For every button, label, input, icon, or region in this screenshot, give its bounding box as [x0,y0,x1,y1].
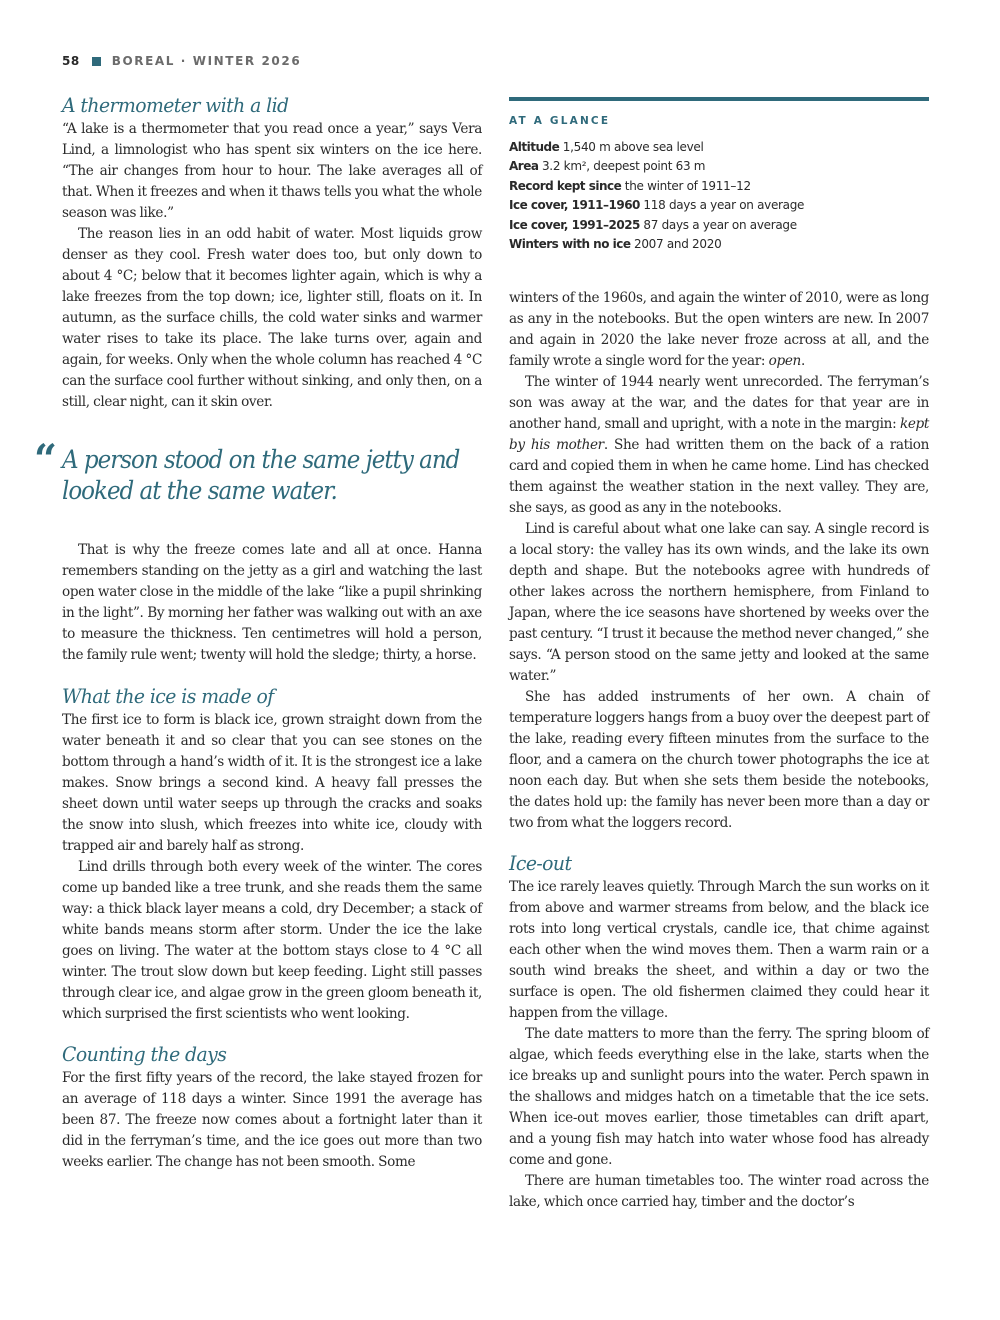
quote-mark-icon: “ [34,436,58,483]
glance-value: 1,540 m above sea level [562,140,704,154]
glance-label: Ice cover, 1911–1960 [509,198,640,213]
glance-label: Altitude [509,140,560,154]
at-a-glance-title: AT A GLANCE [509,115,611,127]
glance-value: 87 days a year on average [643,217,797,232]
body-paragraph: The first ice to form is black ice, grown straight down from the water beneath it and so clear that you can see stones on the bottom through a hand’s width of it. It is the strongest ice a lake makes. Snow brings a second kind. A heavy fall presses the sheet down until water seeps up through the cracks and soaks the snow into slush, which freezes into white ice, cloudy with trapped air and barely half as strong. [62,712,482,854]
glance-label: Area [509,159,539,174]
section-heading-thermometer: A thermometer with a lid [62,93,289,117]
page-number: 58 [62,54,80,68]
glance-label: Ice cover, 1991–2025 [509,217,640,232]
glance-value: 2007 and 2020 [634,237,722,252]
section-heading-ice-out: Ice-out [509,851,572,875]
left-column-bottom [62,540,482,1173]
body-paragraph: The ice rarely leaves quietly. Through March the sun works on it from above and warmer streams from below, and the black ice rots into long vertical crystals, candle ice, that chime against each other when the wind moves them. Then a warm rain or a south wind breaks the sheet, and within a day or two the surface is open. The old fishermen claimed they could hear it happen from the village. [509,879,929,1021]
body-paragraph: That is why the freeze comes late and all at once. Hanna remembers standing on the jetty as a girl and watching the last open water close in the middle of the lake “like a pupil shrinking in the light”. By morning her father was walking out with an axe to measure the thickness. Ten centimetres will hold a person, the family rule went; twenty will hold the sledge; thirty, a horse. [62,542,482,663]
text-run: . [800,353,805,369]
right-column [509,288,929,1213]
glance-value: the winter of 1911–12 [624,178,751,193]
glance-label: Record kept since [509,178,622,193]
section-heading-ice-made-of: What the ice is made of [62,684,274,708]
glance-row [509,177,929,196]
text-run: The winter of 1944 nearly went unrecorded. The ferryman’s son was away at the war, and the dates for that year are in another hand, small and upright, with a note in the margin: [509,374,929,432]
text-run: winters of the 1960s, and again the winter of 2010, were as long as any in the notebooks. But the open winters are new. In 2007 and again in 2020 the lake never froze across at all, and the family wrote a single word for the year: [509,290,929,369]
left-column-top [62,93,482,413]
body-paragraph: The date matters to more than the ferry. The spring bloom of algae, which feeds everything else in the lake, starts when the ice breaks up and sunlight pours into the water. Perch spawn in the shallows and midges hatch on a timetable that the ice sets. When ice-out moves earlier, those timetables can drift apart, and a young fish may hatch into water whose food has already come and gone. [509,1026,929,1168]
emphasis-kept-by: kept by his mother [509,416,929,453]
glance-value: 3.2 km², deepest point 63 m [541,159,706,174]
body-paragraph: The reason lies in an odd habit of water. Most liquids grow denser as they cool. Fresh water does too, but only down to about 4 °C; below that it becomes lighter again, which is why a lake freezes from the top down; ice, lighter still, floats on it. In autumn, as the surface chills, the cold water sinks and warmer water rises to take its place. The lake turns over, again and again, for weeks. Only when the whole column has reached 4 °C can the surface cool further without sinking, and only then, on a still, clear night, can it skin over. [62,226,482,410]
body-paragraph: Lind is careful about what one lake can say. A single record is a local story: the valley has its own winds, and the lake its own depth and shape. But the notebooks agree with hundreds of other lakes across the northern hemisphere, from Finland to Japan, where the ice seasons have shortened by weeks over the past century. “I trust it because the method never changed,” she says. “A person stood on the same jetty and looked at the same water.” [509,521,929,684]
glance-row [509,196,929,215]
glance-row [509,138,929,157]
glance-row [509,157,929,176]
body-paragraph: There are human timetables too. The winter road across the lake, which once carried hay, timber and the doctor’s [509,1173,929,1210]
header-square-icon [92,57,101,66]
body-paragraph: “A lake is a thermometer that you read once a year,” says Vera Lind, a limnologist who has spent six winters on the ice here. “The air changes from hour to hour. The lake averages all of that. When it freezes and when it thaws tells you what the whole season was like.” [62,121,482,221]
body-paragraph: She has added instruments of her own. A chain of temperature loggers hangs from a buoy over the deepest part of the lake, reading every fifteen minutes from the surface to the floor, and a camera on the church tower photographs the ice at noon each day. But when she sets them beside the notebooks, the dates hold up: the family has never been more than a day or two from what the loggers record. [509,689,929,831]
body-paragraph: For the first fifty years of the record, the lake stayed frozen for an average of 118 days a winter. Since 1991 the average has been 87. The freeze now comes about a fortnight later than it did in the ferryman’s time, and the ice goes out more than two weeks earlier. The change has not been smooth. Some [62,1070,482,1170]
section-heading-counting-days: Counting the days [62,1042,227,1066]
pull-quote-text: A person stood on the same jetty and looked at the same water. [62,445,460,505]
publication-title: BOREAL · WINTER 2026 [111,54,302,68]
body-paragraph [509,288,929,372]
body-paragraph [509,372,929,519]
at-a-glance-box [509,97,929,254]
body-paragraph: Lind drills through both every week of the winter. The cores come up banded like a tree trunk, and she reads them the same way: a thick black layer means a cold, dry December; a stack of white bands means storm after storm. Under the ice the lake goes on living. The water at the bottom stays close to 4 °C all winter. The trout slow down but keep feeding. Light still passes through clear ice, and algae grow in the green gloom beneath it, which surprised the first scientists who went looking. [62,859,482,1022]
glance-label: Winters with no ice [509,237,631,252]
text-run: . She had written them on the back of a ration card and copied them in when he came home. Lind has checked them against the weather station in the next valley. They are, she says, as good as any in the notebooks. [509,437,929,516]
glance-row [509,235,929,254]
glance-value: 118 days a year on average [643,198,805,213]
pull-quote [34,436,484,506]
emphasis-open: open [768,353,801,369]
running-header [62,54,301,68]
glance-row [509,216,929,235]
